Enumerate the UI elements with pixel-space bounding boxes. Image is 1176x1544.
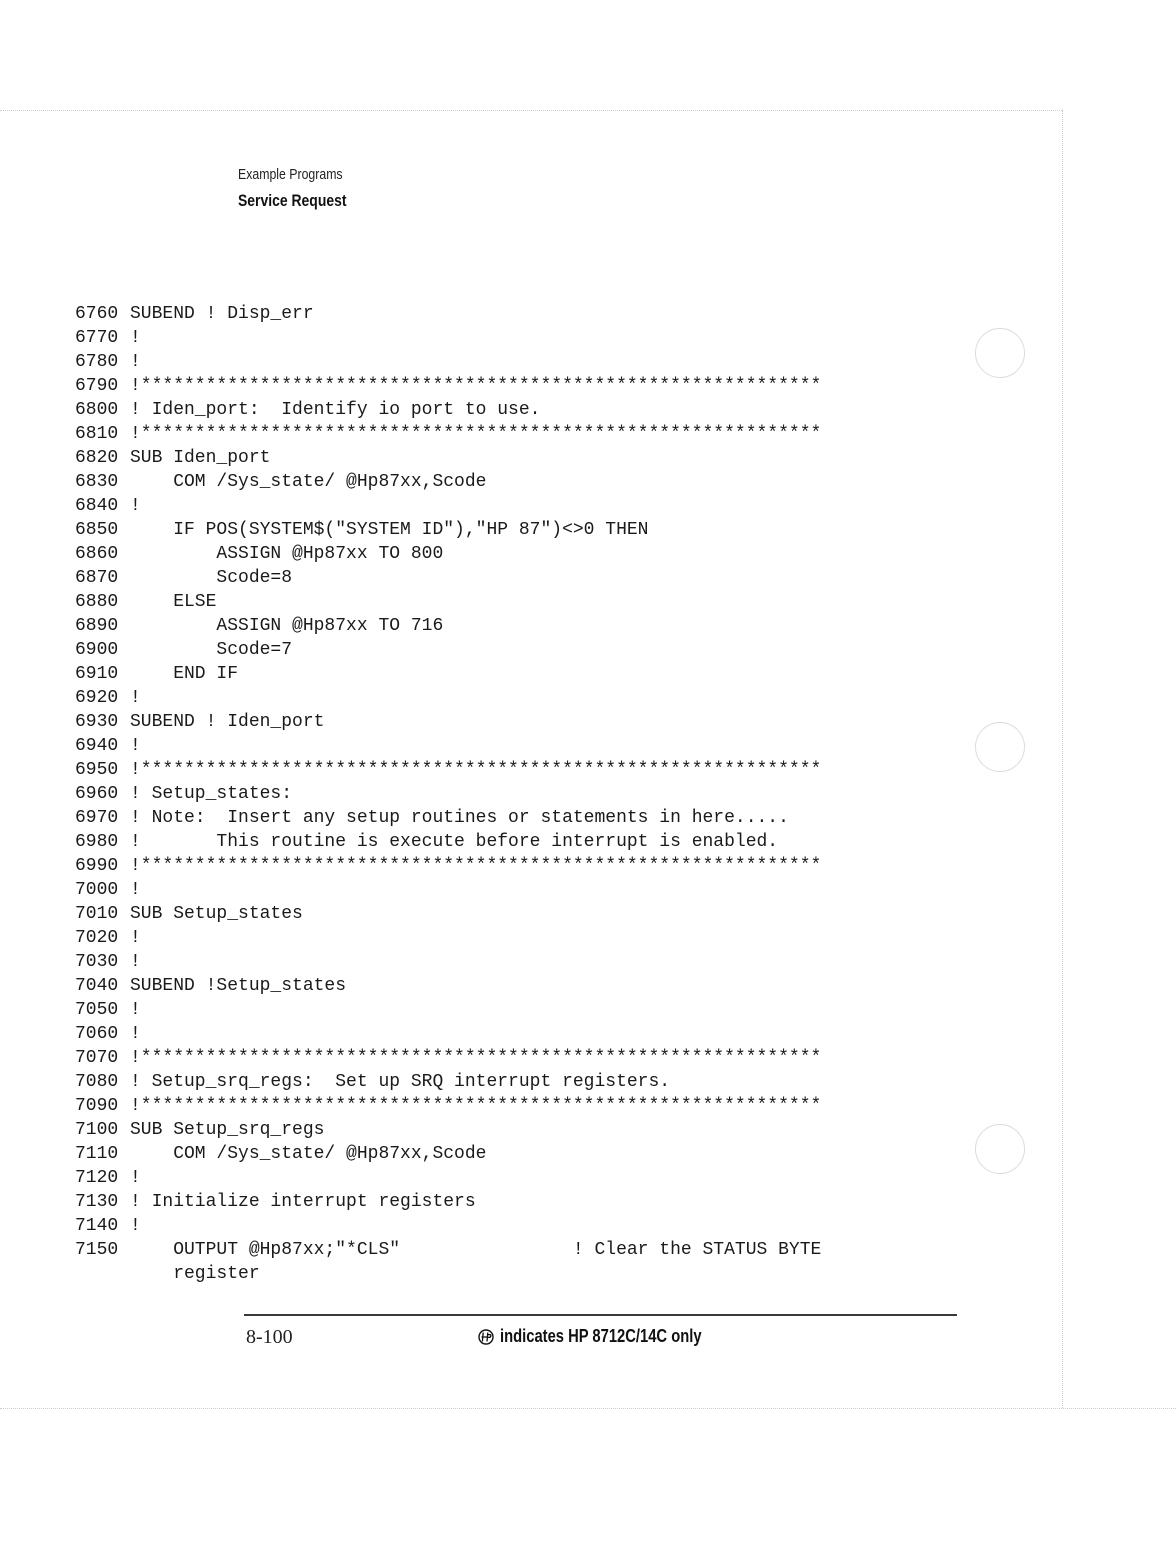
code-text: !*************************************************************** — [130, 424, 822, 444]
line-number: 6760 — [75, 304, 119, 324]
line-number: 6820 — [75, 448, 119, 468]
footer-divider — [244, 1314, 957, 1316]
code-text: SUBEND !Setup_states — [130, 976, 347, 996]
code-text: register — [130, 1264, 260, 1284]
code-text: ! — [130, 1024, 141, 1044]
code-line — [75, 1214, 821, 1238]
code-line — [75, 326, 821, 350]
line-number: 7020 — [75, 928, 119, 948]
code-text: ! — [130, 1000, 141, 1020]
scan-edge-top — [0, 110, 1062, 111]
line-number: 6770 — [75, 328, 119, 348]
line-number: 7110 — [75, 1144, 119, 1164]
page-title: Service Request — [238, 191, 347, 210]
code-line — [75, 1238, 821, 1262]
code-text: ! — [130, 496, 141, 516]
code-line — [75, 1262, 821, 1286]
line-number: 6940 — [75, 736, 119, 756]
code-line — [75, 1190, 821, 1214]
code-line — [75, 806, 821, 830]
code-text: ! — [130, 352, 141, 372]
code-text: ASSIGN @Hp87xx TO 800 — [130, 544, 444, 564]
code-text: ! — [130, 928, 141, 948]
scan-edge-right — [1062, 110, 1063, 1408]
line-number: 7130 — [75, 1192, 119, 1212]
code-text: END IF — [130, 664, 239, 684]
code-line — [75, 1166, 821, 1190]
code-text: SUBEND ! Disp_err — [130, 304, 314, 324]
page-number: 8-100 — [246, 1326, 293, 1348]
code-text: SUBEND ! Iden_port — [130, 712, 325, 732]
code-line — [75, 662, 821, 686]
code-line — [75, 950, 821, 974]
code-line — [75, 854, 821, 878]
line-number: 6810 — [75, 424, 119, 444]
code-line — [75, 1118, 821, 1142]
code-text: ! Initialize interrupt registers — [130, 1192, 476, 1212]
code-line — [75, 518, 821, 542]
code-text: ELSE — [130, 592, 217, 612]
code-text: ! Iden_port: Identify io port to use. — [130, 400, 541, 420]
code-text: ! — [130, 1168, 141, 1188]
line-number: 6790 — [75, 376, 119, 396]
section-label: Example Programs — [238, 166, 343, 183]
line-number: 7000 — [75, 880, 119, 900]
code-line — [75, 542, 821, 566]
code-text: !*************************************************************** — [130, 856, 822, 876]
code-line — [75, 902, 821, 926]
code-text: ! — [130, 736, 141, 756]
code-text: SUB Setup_states — [130, 904, 303, 924]
code-line — [75, 374, 821, 398]
line-number: 6970 — [75, 808, 119, 828]
code-line — [75, 470, 821, 494]
code-line — [75, 734, 821, 758]
code-text: ! — [130, 952, 141, 972]
punch-hole — [975, 722, 1025, 772]
code-line — [75, 302, 821, 326]
line-number: 7140 — [75, 1216, 119, 1236]
line-number: 6990 — [75, 856, 119, 876]
hp-logo-icon — [478, 1329, 494, 1345]
page-header — [238, 163, 370, 215]
line-number: 6860 — [75, 544, 119, 564]
code-text: COM /Sys_state/ @Hp87xx,Scode — [130, 1144, 487, 1164]
line-number: 7050 — [75, 1000, 119, 1020]
code-line — [75, 446, 821, 470]
code-line — [75, 782, 821, 806]
code-line — [75, 1022, 821, 1046]
code-text: !*************************************************************** — [130, 376, 822, 396]
code-line — [75, 422, 821, 446]
code-line — [75, 1142, 821, 1166]
code-text: Scode=8 — [130, 568, 293, 588]
line-number: 6890 — [75, 616, 119, 636]
line-number: 6840 — [75, 496, 119, 516]
code-line — [75, 1094, 821, 1118]
code-text: ! — [130, 688, 141, 708]
code-line — [75, 830, 821, 854]
code-text: ! — [130, 880, 141, 900]
footer-note — [478, 1326, 746, 1347]
code-text: !*************************************************************** — [130, 1096, 822, 1116]
code-line — [75, 590, 821, 614]
line-number: 7090 — [75, 1096, 119, 1116]
code-text: ! — [130, 328, 141, 348]
code-line — [75, 686, 821, 710]
code-line — [75, 494, 821, 518]
code-text: SUB Setup_srq_regs — [130, 1120, 325, 1140]
code-line — [75, 758, 821, 782]
line-number: 6870 — [75, 568, 119, 588]
code-text: ! Setup_states: — [130, 784, 293, 804]
code-line — [75, 974, 821, 998]
code-text: OUTPUT @Hp87xx;"*CLS" ! Clear the STATUS BYTE — [130, 1240, 822, 1260]
code-listing — [75, 302, 821, 1286]
punch-hole — [975, 1124, 1025, 1174]
code-text: ! — [130, 1216, 141, 1236]
code-line — [75, 878, 821, 902]
line-number: 7060 — [75, 1024, 119, 1044]
code-line — [75, 1070, 821, 1094]
line-number: 6800 — [75, 400, 119, 420]
line-number: 7100 — [75, 1120, 119, 1140]
line-number: 7070 — [75, 1048, 119, 1068]
line-number: 6880 — [75, 592, 119, 612]
line-number: 7040 — [75, 976, 119, 996]
code-text: !*************************************************************** — [130, 760, 822, 780]
line-number: 6930 — [75, 712, 119, 732]
line-number: 6950 — [75, 760, 119, 780]
line-number: 6920 — [75, 688, 119, 708]
code-line — [75, 566, 821, 590]
line-number: 7120 — [75, 1168, 119, 1188]
code-text: SUB Iden_port — [130, 448, 271, 468]
code-line — [75, 350, 821, 374]
code-text: !*************************************************************** — [130, 1048, 822, 1068]
code-text: ! Note: Insert any setup routines or statements in here..... — [130, 808, 789, 828]
line-number: 6850 — [75, 520, 119, 540]
line-number: 6780 — [75, 352, 119, 372]
code-line — [75, 998, 821, 1022]
code-text: COM /Sys_state/ @Hp87xx,Scode — [130, 472, 487, 492]
code-text: Scode=7 — [130, 640, 293, 660]
line-number: 7030 — [75, 952, 119, 972]
code-line — [75, 710, 821, 734]
line-number: 6900 — [75, 640, 119, 660]
code-line — [75, 614, 821, 638]
line-number: 6910 — [75, 664, 119, 684]
code-text: IF POS(SYSTEM$("SYSTEM ID"),"HP 87")<>0 THEN — [130, 520, 649, 540]
line-number: 6980 — [75, 832, 119, 852]
code-line — [75, 398, 821, 422]
code-line — [75, 1046, 821, 1070]
code-text: ! Setup_srq_regs: Set up SRQ interrupt registers. — [130, 1072, 671, 1092]
punch-hole — [975, 328, 1025, 378]
code-text: ! This routine is execute before interrupt is enabled. — [130, 832, 779, 852]
line-number: 6960 — [75, 784, 119, 804]
line-number: 6830 — [75, 472, 119, 492]
line-number: 7010 — [75, 904, 119, 924]
code-line — [75, 638, 821, 662]
footer-note-text: indicates HP 8712C/14C only — [500, 1326, 702, 1346]
code-text: ASSIGN @Hp87xx TO 716 — [130, 616, 444, 636]
line-number: 7150 — [75, 1240, 119, 1260]
code-line — [75, 926, 821, 950]
scan-edge-bottom — [0, 1408, 1176, 1409]
line-number: 7080 — [75, 1072, 119, 1092]
